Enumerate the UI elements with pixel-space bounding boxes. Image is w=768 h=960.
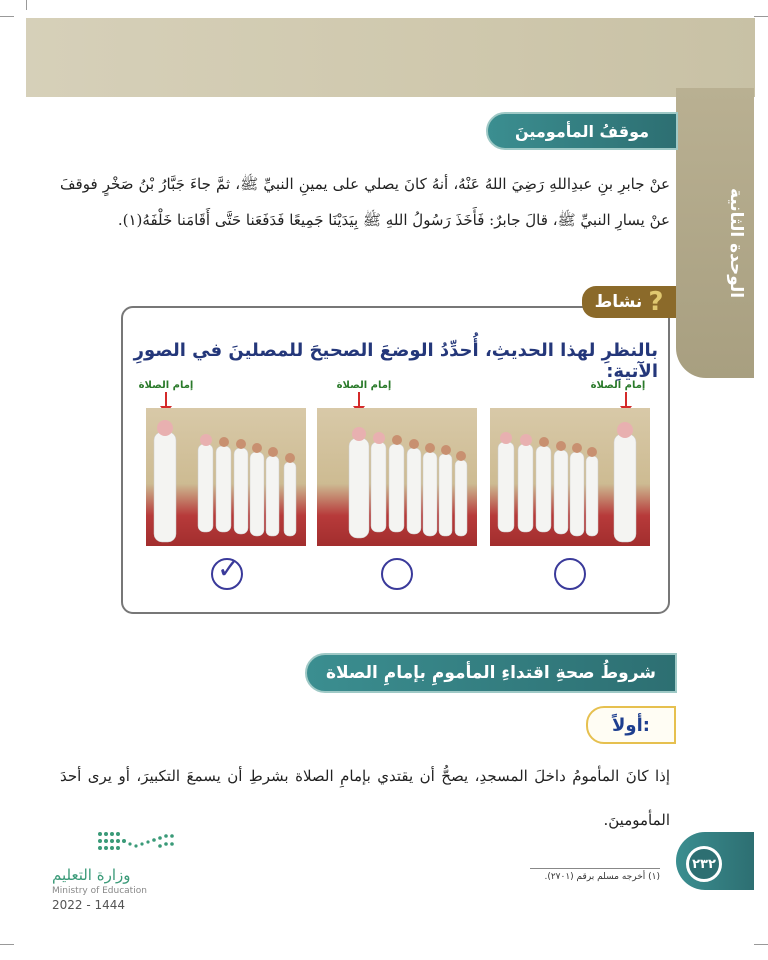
section-title-text: موقفُ المأمومينَ — [514, 121, 650, 141]
down-arrow-icon — [625, 392, 627, 408]
down-arrow-icon — [358, 392, 360, 408]
down-arrow-icon — [165, 392, 167, 408]
header-band — [26, 18, 755, 97]
page-number: ٢٣٢ — [686, 846, 722, 882]
ministry-name-en: Ministry of Education — [52, 886, 147, 896]
section-title-conditions — [305, 653, 677, 693]
crop-mark — [0, 944, 14, 945]
crop-mark — [0, 16, 14, 17]
ministry-dots-icon — [96, 830, 184, 860]
answer-circle-right[interactable] — [554, 558, 586, 590]
page-number-tab — [676, 832, 754, 890]
footnote-divider — [530, 868, 660, 869]
activity-label — [582, 286, 676, 318]
crop-mark — [754, 16, 768, 17]
crop-mark — [26, 0, 27, 10]
footnote: (١) أخرجه مسلم برقم (٢٧٠١). — [544, 872, 660, 882]
activity-question: بالنظرِ لهذا الحديثِ، أُحدِّدُ الوضعَ الصحيحَ للمصلينَ في الصورِ الآتيةِ: — [133, 340, 658, 382]
crop-mark — [754, 944, 768, 945]
checkmark-icon: ✓ — [217, 552, 241, 585]
activity-label-text: نشاط — [594, 292, 643, 312]
prayer-photo-left — [146, 408, 306, 546]
unit-side-tab — [676, 88, 754, 378]
imam-label: إمام الصلاة — [590, 380, 646, 391]
prayer-photo-middle — [317, 408, 477, 546]
section-title-position — [486, 112, 678, 150]
imam-label: إمام الصلاة — [336, 380, 392, 391]
unit-title: الوحدة الثانية — [726, 188, 746, 299]
ministry-year: 2022 - 1444 — [52, 898, 126, 912]
question-mark-icon: ? — [648, 287, 664, 317]
answer-circle-middle[interactable] — [381, 558, 413, 590]
ministry-name-ar: وزارة التعليم — [52, 866, 131, 884]
answer-circle-left[interactable] — [211, 552, 243, 590]
imam-label: إمام الصلاة — [138, 380, 194, 391]
first-point-paragraph: إذا كانَ المأمومُ داخلَ المسجدِ، يصحُّ أن يقتدي بإمامِ الصلاة بشرطِ أن يسمعَ التكبيرَ، أو يرى أحدَ المأمومينَ. — [60, 767, 670, 829]
first-point-label: أولاً: — [586, 706, 676, 744]
hadith-paragraph: عنْ جابرِ بنِ عبدِاللهِ رَضِيَ اللهُ عَنْهُ، أنهُ كانَ يصلي على يمينِ النبيِّ ﷺ، ثمَّ جاءَ جَبَّارُ بْنُ صَخْرٍ فوقفَ عنْ يسارِ النبيِّ ﷺ، قالَ جابرٌ: فَأَخَذَ رَسُولُ اللهِ ﷺ بِيَدَيْنَا جَمِيعًا فَدَفَعَنا حَتَّى أَقَامَنا خَلْفَهُ(١). — [60, 175, 670, 229]
section-title-text: شروطُ صحةِ اقتداءِ المأمومِ بإمامِ الصلاة — [325, 663, 656, 683]
prayer-photo-right — [490, 408, 650, 546]
